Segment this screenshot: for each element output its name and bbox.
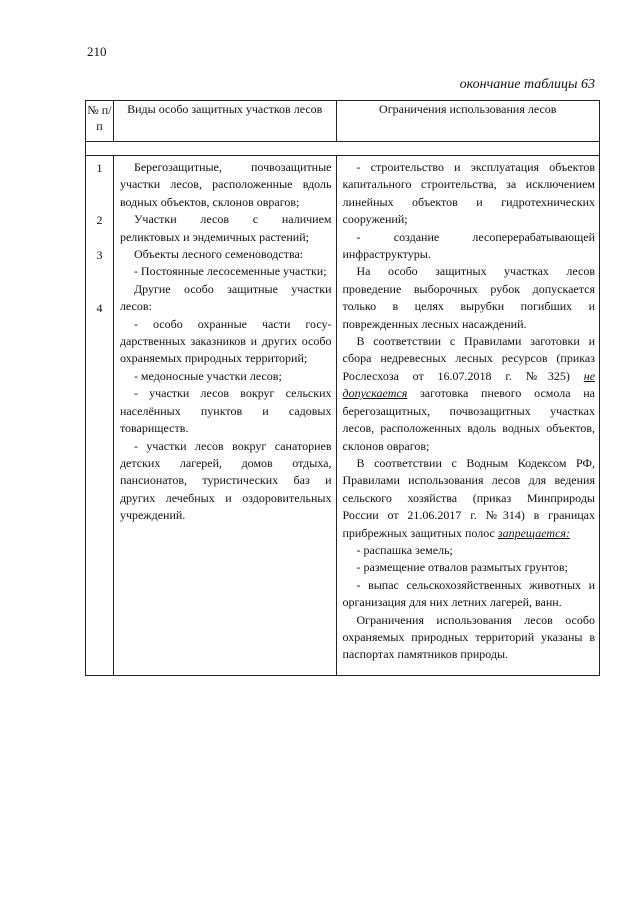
restriction-water-code — [343, 455, 596, 542]
types-cell — [113, 156, 336, 676]
restrictions-cell — [336, 156, 600, 676]
spacer-row — [86, 142, 600, 156]
row-number-1: 1 — [96, 161, 103, 175]
types-paragraph: - участки лесов вокруг санаториев детских лагерей, домов отдыха, пансионатов, туристических баз и других лечебных и оздоровительных учреждений. — [119, 438, 332, 523]
row-number-4: 4 — [96, 301, 103, 315]
page-number: 210 — [87, 44, 107, 59]
restriction-grazing: - выпас сельскохозяйственных животных и организация для них летних лагерей, ванн. — [342, 577, 595, 610]
restriction-water-text: В соответствии с Водным Кодексом РФ, Правилами использования лесов для ведения сельского хозяйства (приказ Минприроды России от 21.06.2017 г. №314) в границах прибрежных защитных полос — [342, 455, 595, 540]
types-paragraph: - участки лесов вокруг сельских населённых пунктов и садовых товариществ. — [119, 386, 332, 436]
restriction-construction: - строительство и эксплуатация объектов капитального строительства, за исключением линейных объектов и гидротехнических сооружений; — [342, 160, 595, 227]
types-paragraph: - Постоянные лесосеменные участки; — [133, 264, 327, 279]
header-number: № п/п — [86, 101, 114, 142]
header-types: Виды особо защитных участков лесов — [113, 101, 336, 142]
restriction-dumps: - размещение отвалов размытых грунтов; — [356, 560, 568, 575]
types-paragraph: Участки лесов с наличием реликтовых и эндемичных растений; — [119, 212, 332, 244]
table-caption: окончание таблицы 63 — [459, 77, 595, 92]
restriction-infrastructure: - создание лесоперерабатывающей инфраструктуры. — [342, 229, 595, 262]
not-allowed-emphasis: не допускается — [342, 368, 596, 401]
types-paragraph: Берегозащитные, почвозащитные участки лесов, расположенные вдоль водных объектов, склонов оврагов; — [119, 160, 332, 209]
spacer-cell — [86, 142, 600, 156]
table-header-row — [86, 101, 600, 142]
restrictions-table — [85, 100, 600, 676]
types-paragraph: - медоносные участки лесов; — [133, 368, 282, 383]
header-restrictions: Ограничения использования лесов — [336, 101, 600, 142]
prohibited-emphasis: запрещается: — [497, 525, 570, 540]
number-cell — [86, 156, 114, 676]
restriction-resin-text-b: заготовка пневого осмола на берегозащитных, почвозащитных участках лесов, расположенных вдоль водных объектов, склонов оврагов; — [342, 386, 596, 453]
types-paragraph: Другие особо защитные участки лесов: — [119, 281, 332, 314]
restriction-ploughing: - распашка земель; — [356, 542, 453, 557]
restriction-resin-harvest — [343, 333, 596, 455]
restriction-protected-areas: Ограничения использования лесов особо охраняемых природных территорий указаны в паспортах памятников природы. — [342, 612, 595, 662]
restriction-resin-text-a: В соответствии с Правилами заготовки и сбора недревесных лесных ресурсов (приказ Рослесхоза от 16.07.2018 г. №325) — [342, 334, 595, 383]
types-paragraph: Объекты лесного семеноводства: — [133, 247, 304, 262]
table-row — [86, 156, 600, 676]
row-number-2: 2 — [96, 213, 103, 227]
types-paragraph: - особо охранные части госу-дарственных заказников и других особо охраняемых природных территорий; — [119, 316, 332, 366]
row-number-3: 3 — [96, 248, 103, 262]
restriction-felling: На особо защитных участках лесов проведение выборочных рубок допускается только в целях вырубки погибших и поврежденных лесных насаждений. — [342, 264, 595, 331]
